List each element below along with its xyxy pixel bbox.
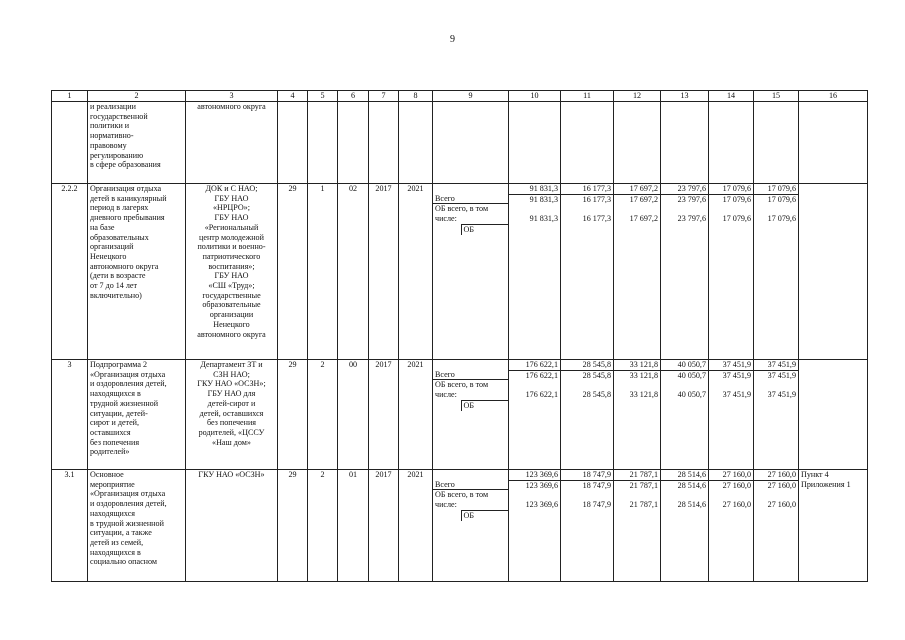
value-total: 18 747,9 (561, 470, 613, 481)
row-start-year: 2017 (369, 470, 399, 582)
value-ob: 17 079,6 (767, 214, 796, 224)
value-ob: 40 050,7 (677, 390, 706, 400)
row-executor: Департамент ЗТ и СЗН НАО; ГКУ НАО «ОСЗН»; ГБУ НАО для детей-сирот и детей, оставшихся без попечения родителей, «ЦССУ «Наш дом» (186, 360, 278, 470)
table-row (52, 184, 868, 360)
row-value (509, 102, 561, 184)
row-code: 00 (338, 360, 369, 470)
row-value (661, 360, 709, 470)
row-executor: ДОК и С НАО; ГБУ НАО «НРЦРО»; ГБУ НАО «Региональный центр молодежной политики и военно- патриотического воспитания»; ГБУ НАО «СШ «Труд»; государственные образовательные организации Ненецкого автономного округа (186, 184, 278, 360)
row-note (799, 102, 868, 184)
row-number: 3.1 (52, 470, 88, 582)
row-code: 2 (308, 360, 338, 470)
value-ob: 17 697,2 (629, 214, 658, 224)
value-ob-total: 17 079,6 (767, 194, 796, 204)
table-row (52, 470, 868, 582)
value-ob: 37 451,9 (767, 390, 796, 400)
row-value (709, 184, 754, 360)
row-value (709, 360, 754, 470)
header-cell: 16 (799, 91, 868, 102)
program-table (51, 90, 868, 582)
value-ob-total: 27 160,0 (722, 480, 751, 490)
value-total: 21 787,1 (614, 470, 660, 481)
header-cell: 13 (661, 91, 709, 102)
header-cell: 2 (88, 91, 186, 102)
value-ob: 18 747,9 (582, 500, 611, 510)
row-value (561, 470, 614, 582)
value-total: 27 160,0 (754, 470, 798, 481)
header-cell: 15 (754, 91, 799, 102)
value-total: 17 079,6 (754, 184, 798, 195)
header-cell: 8 (399, 91, 433, 102)
source-ob: ОБ (461, 400, 508, 410)
value-ob: 33 121,8 (629, 390, 658, 400)
value-ob: 17 079,6 (722, 214, 751, 224)
value-ob-total: 40 050,7 (677, 370, 706, 380)
row-code: 1 (308, 184, 338, 360)
value-ob-total: 17 079,6 (722, 194, 751, 204)
row-code: 02 (338, 184, 369, 360)
value-total: 123 369,6 (509, 470, 560, 481)
value-ob-total: 18 747,9 (582, 480, 611, 490)
value-ob-total: 28 514,6 (677, 480, 706, 490)
value-ob-total: 23 797,6 (677, 194, 706, 204)
row-start-year: 2017 (369, 360, 399, 470)
header-cell: 9 (433, 91, 509, 102)
header-cell: 14 (709, 91, 754, 102)
value-ob-total: 176 622,1 (525, 370, 558, 380)
value-ob: 27 160,0 (767, 500, 796, 510)
row-value (661, 102, 709, 184)
row-start-year: 2017 (369, 184, 399, 360)
value-ob-total: 33 121,8 (629, 370, 658, 380)
value-ob: 16 177,3 (582, 214, 611, 224)
row-number: 2.2.2 (52, 184, 88, 360)
row-title: Организация отдыха детей в каникулярный период в лагерях дневного пребывания на базе образовательных организаций Ненецкого автономного округа (дети в возрасте от 7 до 14 лет включительно) (88, 184, 186, 360)
row-value (509, 360, 561, 470)
value-total: 17 697,2 (614, 184, 660, 195)
row-title: Подпрограмма 2 «Организация отдыха и оздоровления детей, находящихся в трудной жизненной ситуации, детей- сирот и детей, оставшихся без попечения родителей» (88, 360, 186, 470)
value-ob-total: 37 451,9 (767, 370, 796, 380)
value-total: 27 160,0 (709, 470, 753, 481)
row-value (754, 184, 799, 360)
row-value (614, 360, 661, 470)
row-code: 2 (308, 470, 338, 582)
value-ob: 91 831,3 (529, 214, 558, 224)
source-ob-total: ОБ всего, в том числе: (435, 380, 489, 400)
value-ob-total: 123 369,6 (525, 480, 558, 490)
row-value (509, 470, 561, 582)
source-ob: ОБ (461, 510, 508, 520)
row-source (433, 102, 509, 184)
row-value (561, 184, 614, 360)
row-source (433, 360, 509, 470)
value-total: 40 050,7 (661, 360, 708, 371)
value-ob: 28 545,8 (582, 390, 611, 400)
row-value (661, 470, 709, 582)
value-ob-total: 37 451,9 (722, 370, 751, 380)
value-total: 176 622,1 (509, 360, 560, 371)
page-number: 9 (450, 34, 455, 45)
table-row (52, 360, 868, 470)
value-total: 17 079,6 (709, 184, 753, 195)
row-end-year (399, 102, 433, 184)
source-total: Всего (433, 370, 508, 380)
value-total: 37 451,9 (709, 360, 753, 371)
row-value (614, 470, 661, 582)
value-ob: 123 369,6 (525, 500, 558, 510)
value-ob: 28 514,6 (677, 500, 706, 510)
value-ob-total: 27 160,0 (767, 480, 796, 490)
header-cell: 7 (369, 91, 399, 102)
header-cell: 6 (338, 91, 369, 102)
value-ob: 27 160,0 (722, 500, 751, 510)
source-ob-total: ОБ всего, в том числе: (435, 490, 489, 510)
row-code (278, 102, 308, 184)
row-code: 29 (278, 470, 308, 582)
row-value (754, 102, 799, 184)
row-note (799, 360, 868, 470)
value-ob: 21 787,1 (629, 500, 658, 510)
row-code: 29 (278, 360, 308, 470)
row-source (433, 470, 509, 582)
value-ob: 37 451,9 (722, 390, 751, 400)
row-note (799, 184, 868, 360)
header-cell: 5 (308, 91, 338, 102)
value-total: 37 451,9 (754, 360, 798, 371)
source-ob: ОБ (461, 224, 508, 234)
source-ob-total: ОБ всего, в том числе: (435, 204, 489, 224)
value-total: 16 177,3 (561, 184, 613, 195)
row-start-year (369, 102, 399, 184)
value-ob-total: 16 177,3 (582, 194, 611, 204)
row-value (614, 184, 661, 360)
row-title: и реализации государственной политики и нормативно- правовому регулированию в сфере образования (88, 102, 186, 184)
row-value (614, 102, 661, 184)
row-note: Пункт 4 Приложения 1 (799, 470, 868, 582)
value-ob-total: 28 545,8 (582, 370, 611, 380)
value-total: 33 121,8 (614, 360, 660, 371)
row-number: 3 (52, 360, 88, 470)
row-number (52, 102, 88, 184)
table-row (52, 102, 868, 184)
row-value (661, 184, 709, 360)
header-cell: 3 (186, 91, 278, 102)
value-ob: 176 622,1 (525, 390, 558, 400)
row-value (709, 102, 754, 184)
row-source (433, 184, 509, 360)
value-total: 23 797,6 (661, 184, 708, 195)
row-end-year: 2021 (399, 360, 433, 470)
header-cell: 11 (561, 91, 614, 102)
value-total: 91 831,3 (509, 184, 560, 195)
value-total: 28 545,8 (561, 360, 613, 371)
value-ob-total: 21 787,1 (629, 480, 658, 490)
program-table-sheet (51, 90, 868, 582)
row-value (754, 360, 799, 470)
row-code: 29 (278, 184, 308, 360)
header-cell: 12 (614, 91, 661, 102)
row-executor: ГКУ НАО «ОСЗН» (186, 470, 278, 582)
source-total: Всего (433, 194, 508, 204)
row-executor: автономного округа (186, 102, 278, 184)
row-code (308, 102, 338, 184)
header-cell: 4 (278, 91, 308, 102)
value-ob: 23 797,6 (677, 214, 706, 224)
header-cell: 10 (509, 91, 561, 102)
row-title: Основное мероприятие «Организация отдыха и оздоровления детей, находящихся в трудной жизненной ситуации, а также детей из семей, находящихся в социально опасном (88, 470, 186, 582)
source-total: Всего (433, 480, 508, 490)
value-ob-total: 91 831,3 (529, 194, 558, 204)
row-value (754, 470, 799, 582)
row-end-year: 2021 (399, 184, 433, 360)
row-value (561, 102, 614, 184)
row-value (561, 360, 614, 470)
row-value (709, 470, 754, 582)
row-value (509, 184, 561, 360)
row-end-year: 2021 (399, 470, 433, 582)
value-total: 28 514,6 (661, 470, 708, 481)
row-code: 01 (338, 470, 369, 582)
header-row (52, 91, 868, 102)
value-ob-total: 17 697,2 (629, 194, 658, 204)
header-cell: 1 (52, 91, 88, 102)
row-code (338, 102, 369, 184)
